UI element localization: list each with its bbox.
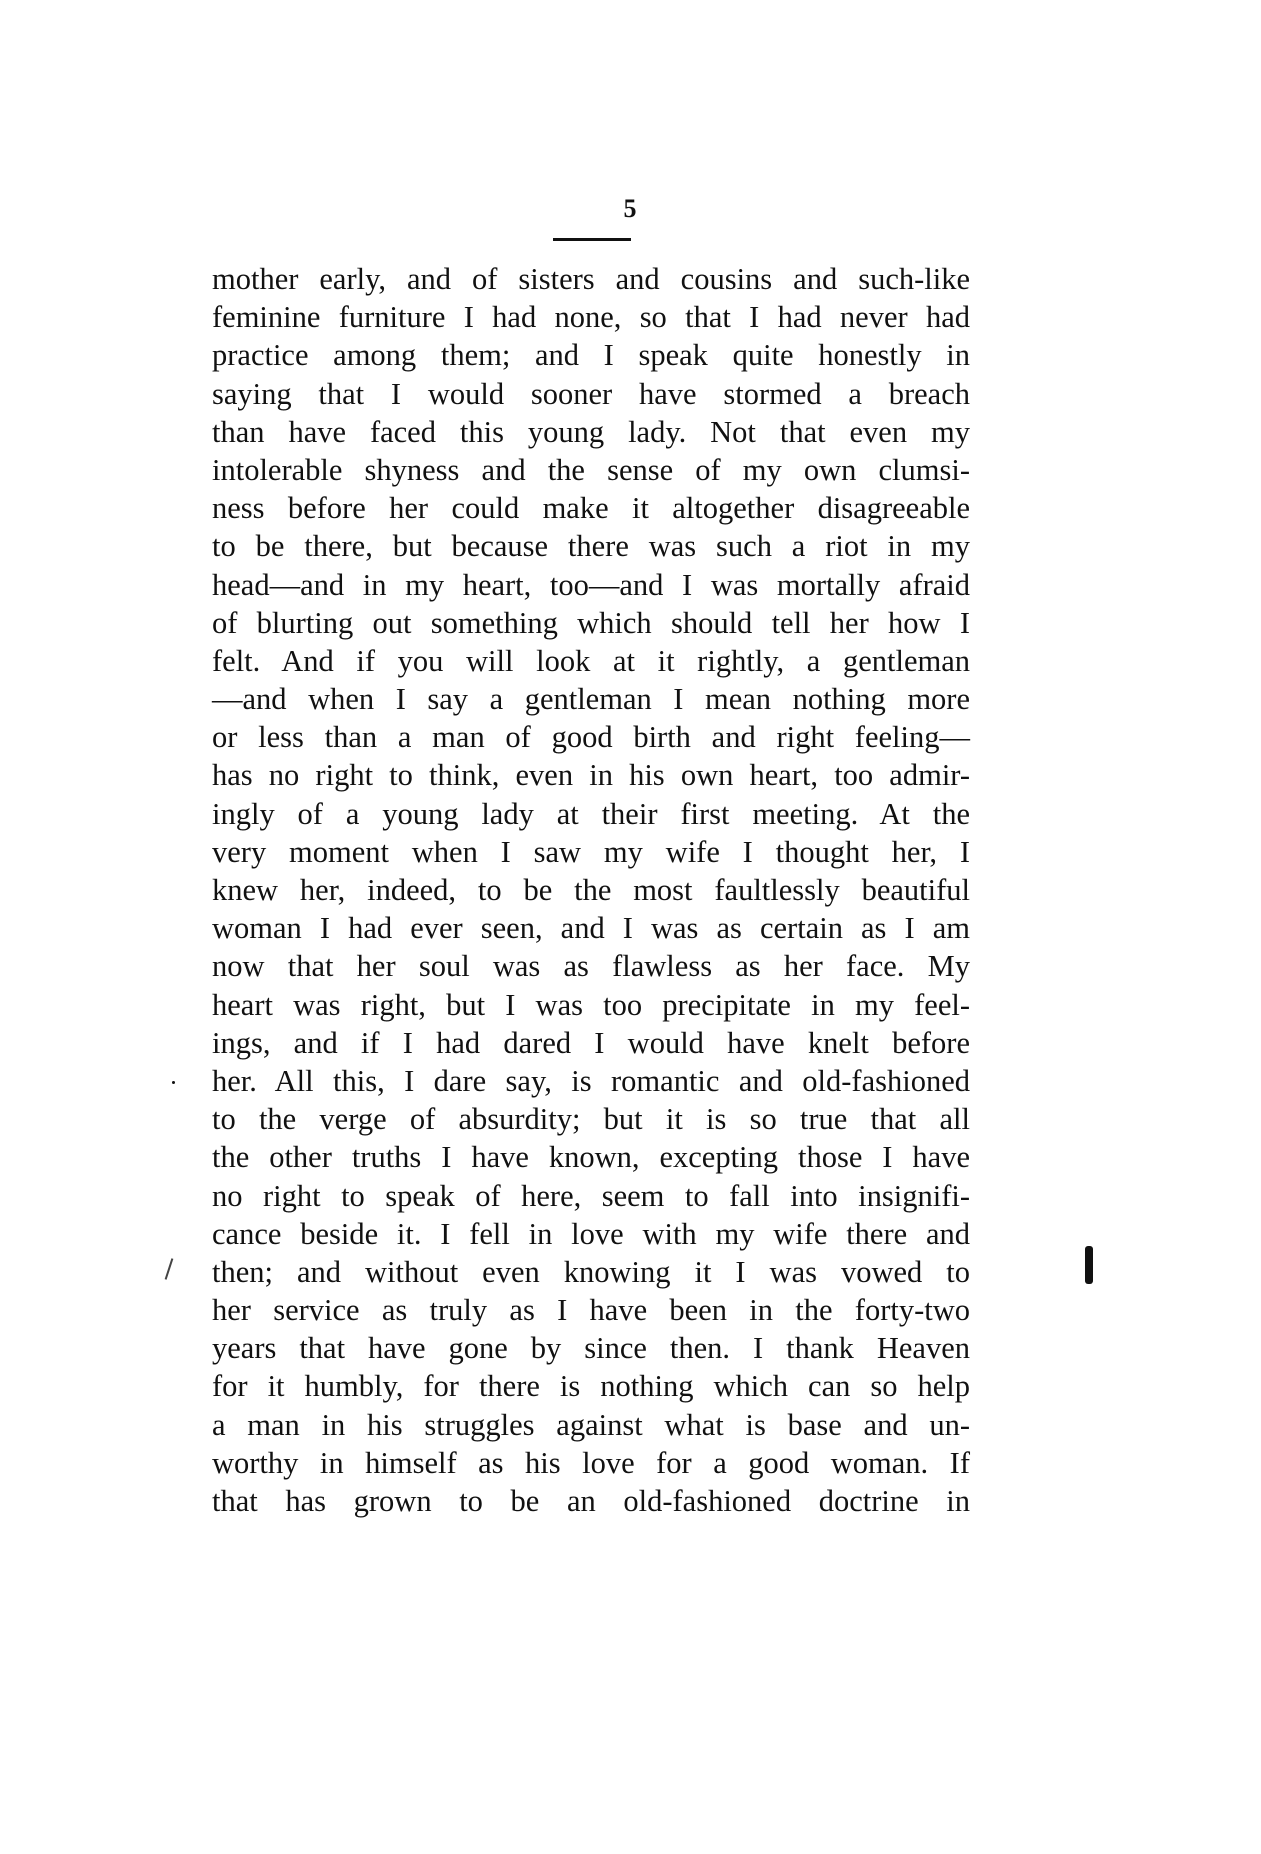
text-line: mother early, and of sisters and cousins and such-like [212, 262, 970, 296]
page-number: 5 [623, 194, 638, 223]
body-text [212, 260, 970, 1520]
text-line: to the verge of absurdity; but it is so true that all [212, 1102, 970, 1137]
text-line: then; and without even knowing it I was vowed to [212, 1254, 970, 1289]
text-line: to be there, but because there was such a riot in my [212, 529, 970, 564]
text-line: the other truths I have known, excepting those I have [212, 1140, 970, 1175]
page-number-rule [553, 238, 631, 241]
text-line: years that have gone by since then. I thank Heaven [212, 1331, 970, 1366]
text-line: practice among them; and I speak quite honestly in [212, 338, 970, 373]
text-line: now that her soul was as flawless as her face. My [212, 949, 970, 984]
margin-slash-mark [165, 1258, 174, 1280]
text-line: that has grown to be an old-fashioned doctrine in [212, 1484, 970, 1518]
text-line: cance beside it. I fell in love with my wife there and [212, 1216, 970, 1251]
text-line: a man in his struggles against what is base and un- [212, 1407, 970, 1442]
text-line: heart was right, but I was too precipitate in my feel- [212, 987, 970, 1022]
text-line: —and when I say a gentleman I mean nothing more [212, 682, 970, 717]
text-line: ings, and if I had dared I would have knelt before [212, 1025, 970, 1060]
text-line: head—and in my heart, too—and I was mortally afraid [212, 567, 970, 602]
text-line: feminine furniture I had none, so that I had never had [212, 300, 970, 335]
text-line: ness before her could make it altogether disagreeable [212, 491, 970, 526]
text-line: than have faced this young lady. Not that even my [212, 414, 970, 449]
text-line: her service as truly as I have been in the forty-two [212, 1293, 970, 1328]
text-line: no right to speak of here, seem to fall into insignifi- [212, 1178, 970, 1213]
text-line: saying that I would sooner have stormed a breach [212, 376, 970, 411]
text-line: of blurting out something which should tell her how I [212, 605, 970, 640]
text-line: for it humbly, for there is nothing which can so help [212, 1369, 970, 1404]
margin-dot-mark [172, 1081, 175, 1084]
text-line: has no right to think, even in his own heart, too admir- [212, 758, 970, 793]
text-line: felt. And if you will look at it rightly, a gentleman [212, 643, 970, 678]
text-line: ingly of a young lady at their first meeting. At the [212, 796, 970, 831]
text-line: intolerable shyness and the sense of my own clumsi- [212, 452, 970, 487]
text-line: knew her, indeed, to be the most faultlessly beautiful [212, 873, 970, 907]
text-line: woman I had ever seen, and I was as certain as I am [212, 911, 970, 946]
text-line: worthy in himself as his love for a good woman. If [212, 1445, 970, 1480]
margin-bar-mark [1085, 1246, 1093, 1284]
text-line: her. All this, I dare say, is romantic and old-fashioned [212, 1063, 970, 1098]
text-line: very moment when I saw my wife I thought her, I [212, 834, 970, 869]
text-line: or less than a man of good birth and right feeling— [212, 720, 970, 755]
